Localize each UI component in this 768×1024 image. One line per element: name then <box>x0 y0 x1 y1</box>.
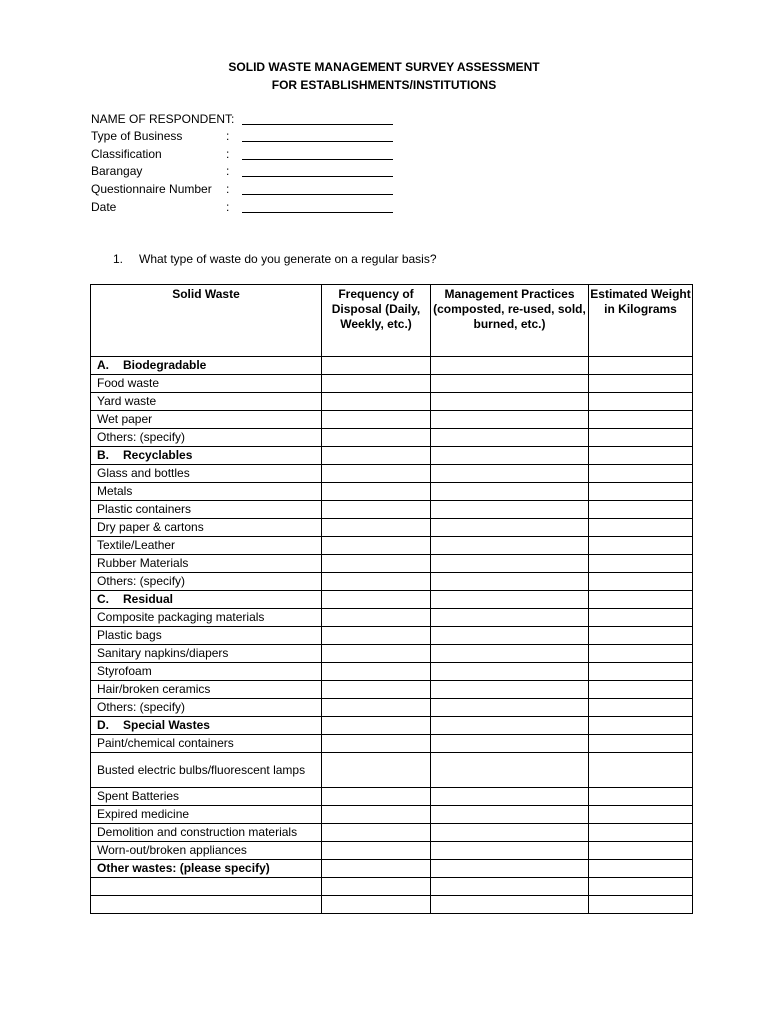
field-colon: : <box>226 164 230 178</box>
weight-cell[interactable] <box>589 501 693 519</box>
frequency-cell[interactable] <box>322 681 431 699</box>
table-row <box>91 411 693 429</box>
practices-cell[interactable] <box>431 483 589 501</box>
waste-type-cell: Rubber Materials <box>91 555 322 573</box>
practices-cell[interactable] <box>431 537 589 555</box>
table-row <box>91 591 693 609</box>
category-letter: B. <box>97 448 109 462</box>
field-colon: : <box>226 129 230 143</box>
weight-cell[interactable] <box>589 645 693 663</box>
form-title-line-2: FOR ESTABLISHMENTS/INSTITUTIONS <box>271 78 497 92</box>
frequency-cell[interactable] <box>322 519 431 537</box>
practices-cell[interactable] <box>431 860 589 878</box>
table-row <box>91 860 693 878</box>
practices-cell[interactable] <box>431 573 589 591</box>
frequency-cell[interactable] <box>322 806 431 824</box>
table-body <box>91 357 693 914</box>
field-label: Classification <box>91 147 162 161</box>
field-colon: : <box>226 182 230 196</box>
waste-survey-table <box>90 284 693 914</box>
frequency-cell[interactable] <box>322 788 431 806</box>
header-frequency: Frequency of Disposal (Daily, Weekly, etc.) <box>322 285 431 357</box>
field-colon: : <box>226 147 230 161</box>
frequency-cell[interactable] <box>322 627 431 645</box>
waste-type-cell: Demolition and construction materials <box>91 824 322 842</box>
weight-cell[interactable] <box>589 788 693 806</box>
frequency-cell[interactable] <box>322 663 431 681</box>
table-row <box>91 735 693 753</box>
waste-type-cell: Glass and bottles <box>91 465 322 483</box>
practices-cell[interactable] <box>431 591 589 609</box>
weight-cell[interactable] <box>589 447 693 465</box>
table-row <box>91 573 693 591</box>
waste-type-cell: Yard waste <box>91 393 322 411</box>
table-row <box>91 483 693 501</box>
field-blank-line[interactable] <box>242 163 393 177</box>
waste-type-cell: Others: (specify) <box>91 699 322 717</box>
weight-cell[interactable] <box>589 681 693 699</box>
field-blank-line[interactable] <box>242 128 393 142</box>
waste-type-cell: Metals <box>91 483 322 501</box>
frequency-cell[interactable] <box>322 609 431 627</box>
field-row <box>91 163 411 180</box>
form-title-line-1: SOLID WASTE MANAGEMENT SURVEY ASSESSMENT <box>228 60 540 74</box>
frequency-cell[interactable] <box>322 465 431 483</box>
table-row <box>91 555 693 573</box>
practices-cell[interactable] <box>431 645 589 663</box>
table-row <box>91 788 693 806</box>
field-row <box>91 199 411 216</box>
waste-type-cell: Spent Batteries <box>91 788 322 806</box>
field-label: Questionnaire Number <box>91 182 212 196</box>
practices-cell[interactable] <box>431 699 589 717</box>
field-blank-line[interactable] <box>242 146 393 160</box>
question-1 <box>113 251 437 268</box>
waste-type-cell: Others: (specify) <box>91 429 322 447</box>
frequency-cell[interactable] <box>322 860 431 878</box>
frequency-cell[interactable] <box>322 429 431 447</box>
table-row <box>91 627 693 645</box>
practices-cell[interactable] <box>431 609 589 627</box>
waste-type-cell: Paint/chemical containers <box>91 735 322 753</box>
practices-cell[interactable] <box>431 627 589 645</box>
field-row <box>91 146 411 163</box>
frequency-cell[interactable] <box>322 501 431 519</box>
frequency-cell[interactable] <box>322 896 431 914</box>
category-heading <box>91 717 322 735</box>
practices-cell[interactable] <box>431 735 589 753</box>
waste-type-cell: Hair/broken ceramics <box>91 681 322 699</box>
header-solid-waste: Solid Waste <box>91 285 322 357</box>
field-blank-line[interactable] <box>242 181 393 195</box>
frequency-cell[interactable] <box>322 717 431 735</box>
frequency-cell[interactable] <box>322 375 431 393</box>
field-row <box>91 128 411 145</box>
frequency-cell[interactable] <box>322 555 431 573</box>
weight-cell[interactable] <box>589 878 693 896</box>
table-row <box>91 375 693 393</box>
frequency-cell[interactable] <box>322 878 431 896</box>
practices-cell[interactable] <box>431 555 589 573</box>
category-letter: A. <box>97 358 109 372</box>
waste-type-cell: Plastic containers <box>91 501 322 519</box>
category-label: Residual <box>123 592 174 606</box>
table-row <box>91 717 693 735</box>
frequency-cell[interactable] <box>322 447 431 465</box>
weight-cell[interactable] <box>589 411 693 429</box>
practices-cell[interactable] <box>431 824 589 842</box>
category-label: Biodegradable <box>123 358 207 372</box>
weight-cell[interactable] <box>589 753 693 788</box>
question-text: What type of waste do you generate on a regular basis? <box>139 252 437 266</box>
practices-cell[interactable] <box>431 447 589 465</box>
table-row <box>91 393 693 411</box>
frequency-cell[interactable] <box>322 842 431 860</box>
waste-type-cell: Composite packaging materials <box>91 609 322 627</box>
table-row <box>91 537 693 555</box>
frequency-cell[interactable] <box>322 699 431 717</box>
table-row <box>91 465 693 483</box>
category-letter: D. <box>97 718 109 732</box>
table-header-row <box>91 285 693 357</box>
category-heading <box>91 357 322 375</box>
weight-cell[interactable] <box>589 555 693 573</box>
practices-cell[interactable] <box>431 519 589 537</box>
table-row <box>91 699 693 717</box>
waste-type-cell: Plastic bags <box>91 627 322 645</box>
table-row <box>91 806 693 824</box>
frequency-cell[interactable] <box>322 357 431 375</box>
table-row <box>91 519 693 537</box>
table-row <box>91 753 693 788</box>
practices-cell[interactable] <box>431 753 589 788</box>
field-label: Type of Business <box>91 129 183 143</box>
practices-cell[interactable] <box>431 411 589 429</box>
practices-cell[interactable] <box>431 681 589 699</box>
table-row <box>91 824 693 842</box>
waste-type-cell: Styrofoam <box>91 663 322 681</box>
question-number: 1. <box>113 252 124 266</box>
practices-cell[interactable] <box>431 896 589 914</box>
weight-cell[interactable] <box>589 573 693 591</box>
field-blank-line[interactable] <box>242 111 393 125</box>
table-row <box>91 501 693 519</box>
frequency-cell[interactable] <box>322 483 431 501</box>
waste-type-cell: Others: (specify) <box>91 573 322 591</box>
weight-cell[interactable] <box>589 663 693 681</box>
frequency-cell[interactable] <box>322 645 431 663</box>
practices-cell[interactable] <box>431 465 589 483</box>
waste-type-cell: Worn-out/broken appliances <box>91 842 322 860</box>
weight-cell[interactable] <box>589 429 693 447</box>
frequency-cell[interactable] <box>322 573 431 591</box>
weight-cell[interactable] <box>589 537 693 555</box>
weight-cell[interactable] <box>589 896 693 914</box>
waste-type-cell: Dry paper & cartons <box>91 519 322 537</box>
practices-cell[interactable] <box>431 357 589 375</box>
field-label: Barangay <box>91 164 143 178</box>
table-row <box>91 878 693 896</box>
practices-cell[interactable] <box>431 788 589 806</box>
frequency-cell[interactable] <box>322 411 431 429</box>
weight-cell[interactable] <box>589 591 693 609</box>
table-row <box>91 663 693 681</box>
category-label: Special Wastes <box>123 718 210 732</box>
weight-cell[interactable] <box>589 393 693 411</box>
waste-type-cell: Sanitary napkins/diapers <box>91 645 322 663</box>
waste-type-cell: Wet paper <box>91 411 322 429</box>
weight-cell[interactable] <box>589 806 693 824</box>
table-row <box>91 842 693 860</box>
weight-cell[interactable] <box>589 699 693 717</box>
practices-cell[interactable] <box>431 806 589 824</box>
category-letter: C. <box>97 592 109 606</box>
weight-cell[interactable] <box>589 717 693 735</box>
practices-cell[interactable] <box>431 842 589 860</box>
practices-cell[interactable] <box>431 717 589 735</box>
practices-cell[interactable] <box>431 663 589 681</box>
waste-type-cell: Other wastes: (please specify) <box>91 860 322 878</box>
table-row <box>91 447 693 465</box>
frequency-cell[interactable] <box>322 393 431 411</box>
waste-type-cell: Food waste <box>91 375 322 393</box>
weight-cell[interactable] <box>589 375 693 393</box>
weight-cell[interactable] <box>589 842 693 860</box>
table-row <box>91 609 693 627</box>
weight-cell[interactable] <box>589 860 693 878</box>
header-management-practices: Management Practices (composted, re-used, sold, burned, etc.) <box>431 285 589 357</box>
weight-cell[interactable] <box>589 519 693 537</box>
practices-cell[interactable] <box>431 501 589 519</box>
frequency-cell[interactable] <box>322 537 431 555</box>
weight-cell[interactable] <box>589 483 693 501</box>
frequency-cell[interactable] <box>322 753 431 788</box>
weight-cell[interactable] <box>589 735 693 753</box>
practices-cell[interactable] <box>431 429 589 447</box>
table-row <box>91 429 693 447</box>
category-label: Recyclables <box>123 448 193 462</box>
field-blank-line[interactable] <box>242 199 393 213</box>
waste-type-cell: Textile/Leather <box>91 537 322 555</box>
table-row <box>91 645 693 663</box>
category-heading <box>91 447 322 465</box>
frequency-cell[interactable] <box>322 735 431 753</box>
weight-cell[interactable] <box>589 465 693 483</box>
field-row <box>91 111 411 128</box>
field-label: NAME OF RESPONDENT: <box>91 112 235 126</box>
practices-cell[interactable] <box>431 375 589 393</box>
practices-cell[interactable] <box>431 393 589 411</box>
header-estimated-weight: Estimated Weight in Kilograms <box>589 285 693 357</box>
frequency-cell[interactable] <box>322 824 431 842</box>
waste-type-cell: Busted electric bulbs/fluorescent lamps <box>91 753 322 788</box>
weight-cell[interactable] <box>589 609 693 627</box>
practices-cell[interactable] <box>431 878 589 896</box>
weight-cell[interactable] <box>589 824 693 842</box>
weight-cell[interactable] <box>589 627 693 645</box>
field-label: Date <box>91 200 117 214</box>
table-row <box>91 357 693 375</box>
weight-cell[interactable] <box>589 357 693 375</box>
waste-type-cell: Expired medicine <box>91 806 322 824</box>
frequency-cell[interactable] <box>322 591 431 609</box>
waste-type-cell <box>91 896 322 914</box>
field-colon: : <box>226 200 230 214</box>
waste-type-cell <box>91 878 322 896</box>
category-heading <box>91 591 322 609</box>
table-row <box>91 896 693 914</box>
field-row <box>91 181 411 198</box>
table-row <box>91 681 693 699</box>
